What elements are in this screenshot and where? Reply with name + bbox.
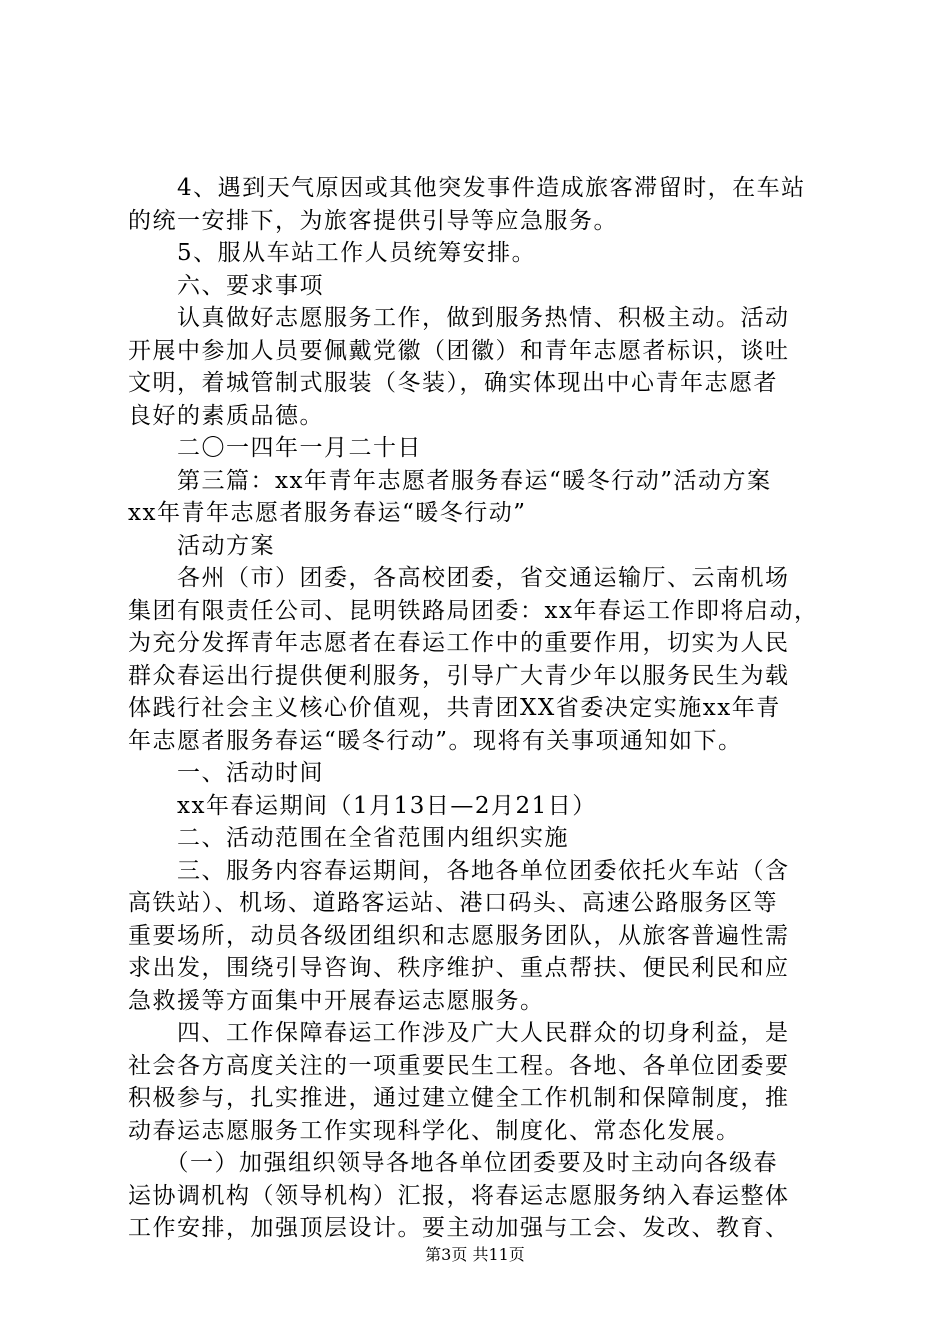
text-line: 4、遇到天气原因或其他突发事件造成旅客滞留时，在车站 (128, 175, 806, 201)
text-line: 工作安排，加强顶层设计。要主动加强与工会、发改、教育、 (128, 1215, 790, 1241)
text-line: 群众春运出行提供便利服务，引导广大青少年以服务民生为载 (128, 662, 790, 689)
text-line: 集团有限责任公司、昆明铁路局团委：xx年春运工作即将启动， (128, 597, 819, 624)
text-line: 的统一安排下，为旅客提供引导等应急服务。 (128, 207, 618, 234)
text-line: 文明，着城管制式服装（冬装），确实体现出中心青年志愿者 (128, 370, 778, 396)
text-line: 积极参与，扎实推进，通过建立健全工作机制和保障制度，推 (128, 1085, 790, 1111)
text-line: 四、工作保障春运工作涉及广大人民群众的切身利益，是 (128, 1020, 790, 1046)
text-line: 良好的素质品德。 (128, 402, 324, 429)
text-line: （一）加强组织领导各地各单位团委要及时主动向各级春 (128, 1150, 778, 1176)
text-line: 动春运志愿服务工作实现科学化、制度化、常态化发展。 (128, 1117, 741, 1144)
page-footer: 第3页 共11页 (425, 1245, 525, 1264)
text-line: 急救援等方面集中开展春运志愿服务。 (128, 987, 545, 1014)
text-line: 5、服从车站工作人员统筹安排。 (128, 240, 537, 266)
text-line: 重要场所，动员各级团组织和志愿服务团队，从旅客普遍性需 (128, 922, 790, 949)
text-line: 运协调机构（领导机构）汇报，将春运志愿服务纳入春运整体 (128, 1182, 790, 1209)
text-line: 三、服务内容春运期间，各地各单位团委依托火车站（含 (128, 857, 790, 884)
text-line: 认真做好志愿服务工作，做到服务热情、积极主动。活动 (128, 305, 790, 331)
text-line: 第三篇：xx年青年志愿者服务春运“暖冬行动”活动方案 (128, 467, 772, 494)
text-line: 活动方案 (128, 532, 275, 559)
text-line: 各州（市）团委，各高校团委，省交通运输厅、云南机场 (128, 565, 790, 591)
text-line: 二、活动范围在全省范围内组织实施 (128, 825, 569, 851)
document-body (128, 172, 838, 1245)
text-line: xx年青年志愿者服务春运“暖冬行动” (128, 500, 527, 526)
text-line: 求出发，围绕引导咨询、秩序维护、重点帮扶、便民利民和应 (128, 955, 790, 981)
text-line: 一、活动时间 (128, 760, 324, 786)
text-line: 六、要求事项 (128, 272, 324, 299)
text-line: 二〇一四年一月二十日 (128, 435, 422, 461)
text-line: 开展中参加人员要佩戴党徽（团徽）和青年志愿者标识，谈吐 (128, 337, 790, 364)
text-line: 高铁站）、机场、道路客运站、港口码头、高速公路服务区等 (128, 890, 778, 916)
text-line: 年志愿者服务春运“暖冬行动”。现将有关事项通知如下。 (128, 727, 743, 754)
text-line: 为充分发挥青年志愿者在春运工作中的重要作用，切实为人民 (128, 630, 790, 656)
text-line: xx年春运期间（1月13日—2月21日） (128, 792, 597, 819)
text-line: 体践行社会主义核心价值观，共青团XX省委决定实施xx年青 (128, 695, 781, 721)
text-line: 社会各方高度关注的一项重要民生工程。各地、各单位团委要 (128, 1052, 790, 1079)
